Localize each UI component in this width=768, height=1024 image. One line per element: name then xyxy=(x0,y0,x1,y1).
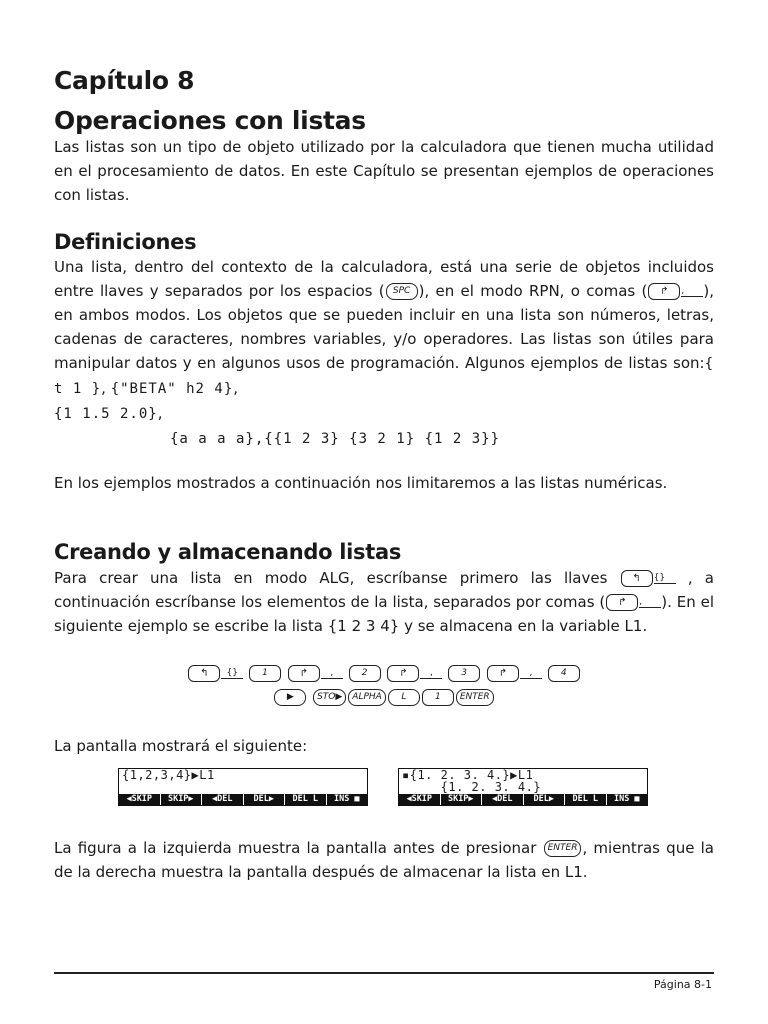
comma-key-icon: , xyxy=(321,668,343,679)
digit-key-icon: 3 xyxy=(448,665,480,682)
soft-menu xyxy=(399,794,647,805)
list-example-4: {a a a a},{{1 2 3} {3 2 1} {1 2 3}} xyxy=(170,431,501,447)
menu-del-l: DEL L xyxy=(285,794,327,805)
screen-line-2: {1. 2. 3. 4.} xyxy=(402,780,542,794)
menu-del-left: ◀DEL xyxy=(482,794,524,805)
right-shift-key-icon: ↱ xyxy=(487,665,519,682)
left-shift-key-icon: ↰ xyxy=(188,665,220,682)
keystroke-sequence-1 xyxy=(54,660,714,686)
section-heading-definiciones: Definiciones xyxy=(54,230,197,254)
creando-paragraph-3: La figura a la izquierda muestra la pantalla antes de presionar ENTER , mientras que la de la derecha muestra la pantalla después de almacenar la lista en L1. xyxy=(54,839,714,881)
right-arrow-key-icon: ▶ xyxy=(274,689,306,706)
alpha-key-icon: ALPHA xyxy=(348,689,386,706)
menu-skip-right: SKIP▶ xyxy=(441,794,483,805)
right-shift-key-icon: ↱ xyxy=(648,283,680,300)
sto-key-icon: STO▶ xyxy=(313,689,346,706)
comma-key-icon: , xyxy=(520,668,542,679)
menu-skip-left: ◀SKIP xyxy=(399,794,441,805)
digit-key-icon: 4 xyxy=(548,665,580,682)
menu-del-left: ◀DEL xyxy=(202,794,244,805)
spc-key-icon: SPC xyxy=(386,283,418,300)
comma-key-icon: , xyxy=(420,668,442,679)
menu-skip-left: ◀SKIP xyxy=(119,794,161,805)
comma-key-icon: , xyxy=(681,286,703,297)
comma-key-icon: , xyxy=(639,597,661,608)
keystroke-sequence-2 xyxy=(54,684,714,710)
menu-ins: INS ■ xyxy=(333,794,360,804)
menu-ins: INS ■ xyxy=(613,794,640,804)
menu-del-right: DEL▶ xyxy=(524,794,566,805)
chapter-label: Capítulo 8 xyxy=(54,66,195,95)
list-example-1: { t 1 } xyxy=(54,356,714,397)
page-number: Página 8-1 xyxy=(653,978,712,991)
left-shift-key-icon: ↰ xyxy=(621,570,653,587)
right-shift-key-icon: ↱ xyxy=(288,665,320,682)
menu-skip-right: SKIP▶ xyxy=(161,794,203,805)
screen-line-1: ▪{1. 2. 3. 4.}▶L1 xyxy=(402,768,534,782)
calculator-screen-before xyxy=(118,768,368,806)
digit-key-icon: 2 xyxy=(349,665,381,682)
braces-key-icon: {} xyxy=(654,573,676,584)
list-example-2: {"BETA" h2 4} xyxy=(110,381,234,397)
definiciones-paragraph-2: En los ejemplos mostrados a continuación nos limitaremos a las listas numéricas. xyxy=(54,474,668,492)
enter-key-icon: ENTER xyxy=(544,840,582,857)
calculator-screen-after xyxy=(398,768,648,806)
intro-paragraph: Las listas son un tipo de objeto utilizado por la calculadora que tienen mucha utilidad en el procesamiento de datos. En este Capítulo se presentan ejemplos de operaciones con listas. xyxy=(54,138,714,204)
menu-del-l: DEL L xyxy=(565,794,607,805)
soft-menu xyxy=(119,794,367,805)
creando-paragraph: Para crear una lista en modo ALG, escríbanse primero las llaves ↰ {} , a continuación escríbanse los elementos de la lista, separados por comas ( ↱ , ). En el siguiente ejemplo se escribe la lista {1 2 3 4} y se almacena en la variable L1. xyxy=(54,569,714,635)
screen-line-1: {1,2,3,4}▶L1 xyxy=(122,768,215,782)
right-shift-key-icon: ↱ xyxy=(606,594,638,611)
screen-line-2 xyxy=(119,781,367,793)
footer-divider xyxy=(54,972,714,974)
definiciones-paragraph: Una lista, dentro del contexto de la calculadora, está una serie de objetos incluidos entre llaves y separados por los espacios ( SPC ), en el modo RPN, o comas ( ↱ , ), en ambos modos. Los objetos que se pueden incluir en una lista son números, letras, cadenas de caracteres, nombres variables, y/o operadores. Las listas son útiles para manipular datos y en algunos usos de programación. Algunos ejemplos de listas son:{ t 1 }, {"BETA" h2 4}, {1 1.5 2.0}, {a a a a},{{1 2 3} {3 2 1} {1 2 3}} xyxy=(54,258,714,447)
section-heading-creando: Creando y almacenando listas xyxy=(54,540,402,564)
chapter-title: Operaciones con listas xyxy=(54,106,366,135)
braces-key-icon: {} xyxy=(221,668,243,679)
right-shift-key-icon: ↱ xyxy=(387,665,419,682)
letter-l-key-icon: L xyxy=(388,689,420,706)
digit-key-icon: 1 xyxy=(422,689,454,706)
menu-del-right: DEL▶ xyxy=(244,794,286,805)
enter-key-icon: ENTER xyxy=(456,689,494,706)
creando-paragraph-2: La pantalla mostrará el siguiente: xyxy=(54,737,308,755)
list-example-3: {1 1.5 2.0} xyxy=(54,406,158,422)
digit-key-icon: 1 xyxy=(249,665,281,682)
